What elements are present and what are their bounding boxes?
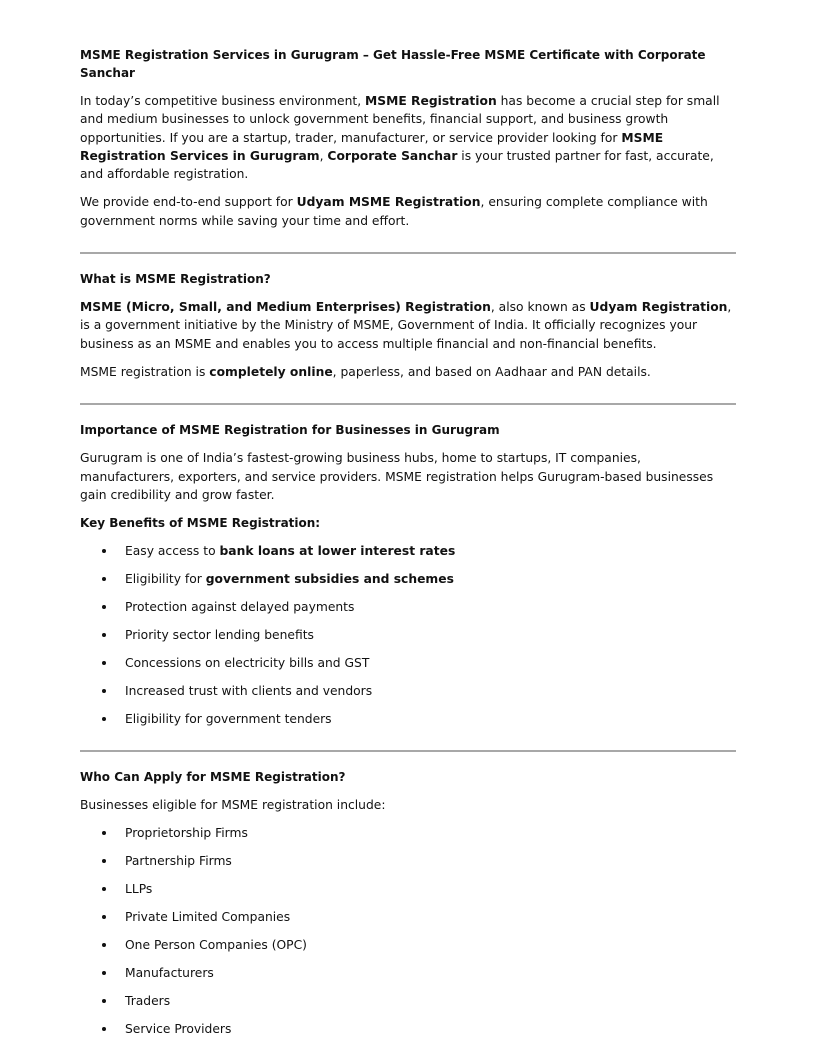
text-run: Traders	[125, 994, 171, 1009]
list-item	[80, 936, 736, 954]
list-item	[80, 598, 736, 616]
section-title-importance: Importance of MSME Registration for Businesses in Gurugram	[80, 423, 500, 438]
text-run: Proprietorship Firms	[125, 826, 248, 841]
bullet-icon	[102, 859, 106, 863]
bold-text: Corporate Sanchar	[327, 148, 458, 163]
section-title-who-can-apply: Who Can Apply for MSME Registration?	[80, 770, 346, 785]
text-run: One Person Companies (OPC)	[125, 938, 307, 953]
text-run: Eligibility for	[125, 572, 206, 587]
bullet-icon	[102, 999, 106, 1003]
list-item	[80, 964, 736, 982]
what-is-paragraph	[80, 298, 736, 353]
text-run: , is a government initiative by the Ministry of MSME, Government of India. It officially recognizes your business as an MSME and enables you to access multiple financial and non-financial benefits.	[80, 300, 732, 351]
text-run: Increased trust with clients and vendors	[125, 684, 373, 699]
text-run: Priority sector lending benefits	[125, 628, 314, 643]
document-page	[80, 46, 736, 1038]
bold-text: bank loans at lower interest rates	[219, 544, 456, 559]
bullet-icon	[102, 915, 106, 919]
list-item	[80, 824, 736, 842]
bullet-icon	[102, 887, 106, 891]
bold-text: MSME (Micro, Small, and Medium Enterprises) Registration	[80, 300, 491, 315]
eligibility-intro: Businesses eligible for MSME registration include:	[80, 798, 386, 813]
bullet-icon	[102, 943, 106, 947]
section-divider	[80, 750, 736, 752]
online-paragraph	[80, 363, 736, 381]
list-item	[80, 626, 736, 644]
list-item	[80, 570, 736, 588]
bold-text: Udyam MSME Registration	[296, 195, 481, 210]
text-run: Protection against delayed payments	[125, 600, 355, 615]
text-run: , also known as	[490, 300, 590, 315]
bullet-icon	[102, 577, 106, 581]
section-divider	[80, 252, 736, 254]
document-title: MSME Registration Services in Gurugram – Get Hassle-Free MSME Certificate with Corporate Sanchar	[80, 48, 706, 80]
bullet-icon	[102, 549, 106, 553]
bold-text: MSME Registration Services in Gurugram	[80, 130, 664, 163]
list-item	[80, 710, 736, 728]
bullet-icon	[102, 971, 106, 975]
list-item	[80, 654, 736, 672]
text-run: is your trusted partner for fast, accurate, and affordable registration.	[80, 148, 714, 182]
list-item	[80, 880, 736, 898]
text-run: Easy access to	[125, 544, 220, 559]
text-run: Eligibility for government tenders	[125, 712, 332, 727]
benefits-list	[80, 542, 736, 728]
text-run: Private Limited Companies	[125, 910, 291, 925]
list-item	[80, 1020, 736, 1038]
list-item	[80, 908, 736, 926]
bullet-icon	[102, 689, 106, 693]
bold-text: government subsidies and schemes	[205, 572, 454, 587]
bold-text: Udyam Registration	[589, 300, 728, 315]
importance-paragraph: Gurugram is one of India’s fastest-growing business hubs, home to startups, IT companies, manufacturers, exporters, and service providers. MSME registration helps Gurugram-based businesses gain credibility and grow faster.	[80, 451, 714, 502]
bullet-icon	[102, 661, 106, 665]
bullet-icon	[102, 633, 106, 637]
eligibility-list	[80, 824, 736, 1038]
text-run: , paperless, and based on Aadhaar and PAN details.	[332, 364, 651, 379]
text-run: Concessions on electricity bills and GST	[125, 656, 370, 671]
text-run: has become a crucial step for small and medium businesses to unlock government benefits, financial support, and business growth opportunities. If you are a startup, trader, manufacturer, or service provider looking for	[80, 94, 720, 145]
bullet-icon	[102, 605, 106, 609]
text-run: Partnership Firms	[125, 854, 232, 869]
text-run: Service Providers	[125, 1022, 232, 1037]
text-run: LLPs	[125, 882, 153, 897]
list-item	[80, 992, 736, 1010]
section-title-what-is: What is MSME Registration?	[80, 272, 271, 287]
bold-text: completely online	[209, 364, 333, 379]
text-run: MSME registration is	[80, 364, 210, 379]
section-divider	[80, 403, 736, 405]
list-item	[80, 542, 736, 560]
intro-paragraph	[80, 92, 736, 183]
bullet-icon	[102, 1027, 106, 1031]
bold-text: MSME Registration	[365, 94, 497, 108]
text-run: We provide end-to-end support for	[80, 195, 297, 210]
bullet-icon	[102, 717, 106, 721]
benefits-heading: Key Benefits of MSME Registration:	[80, 516, 321, 531]
bullet-icon	[102, 831, 106, 835]
text-run: Manufacturers	[125, 966, 214, 981]
list-item	[80, 682, 736, 700]
support-paragraph	[80, 193, 736, 230]
text-run: ,	[319, 148, 328, 163]
text-run: In today’s competitive business environment,	[80, 94, 366, 108]
list-item	[80, 852, 736, 870]
text-run: , ensuring complete compliance with government norms while saving your time and effort.	[80, 195, 708, 228]
